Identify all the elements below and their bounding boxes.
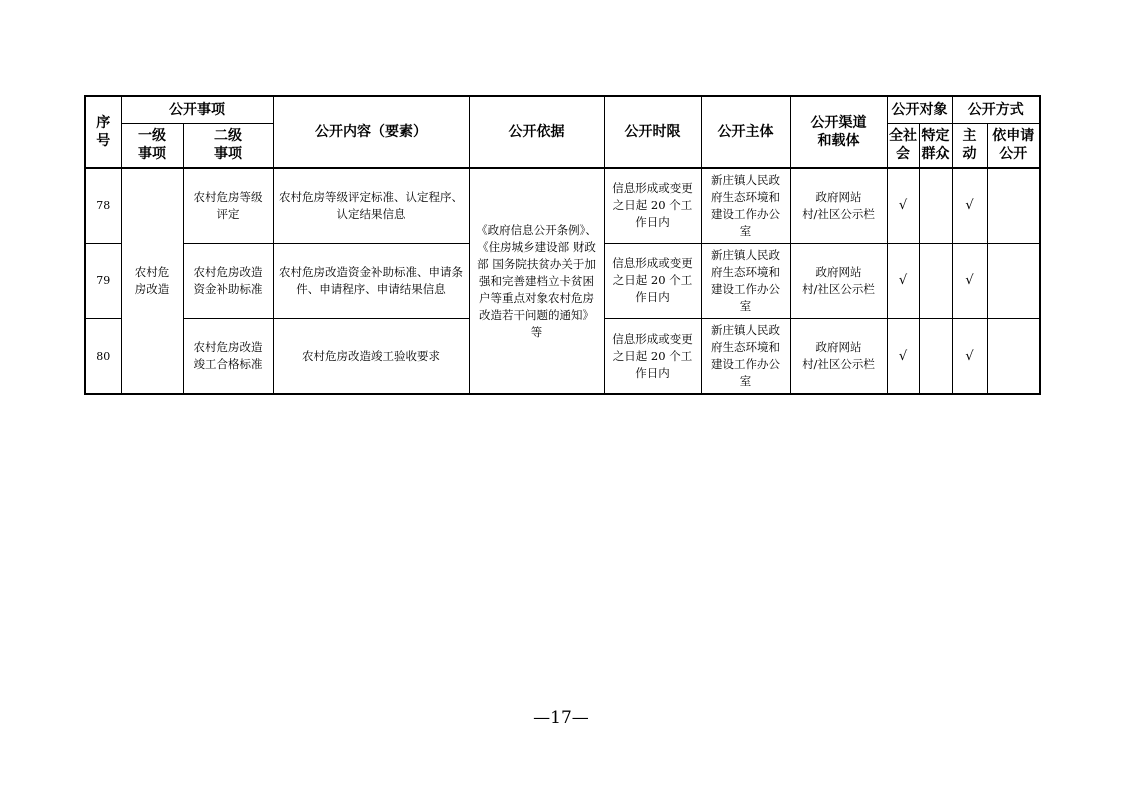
header-active: 主动 (952, 123, 987, 168)
row-subject: 新庄镇人民政府生态环境和建设工作办公室 (701, 319, 790, 394)
row-subject: 新庄镇人民政府生态环境和建设工作办公室 (701, 243, 790, 318)
header-basis: 公开依据 (469, 96, 604, 168)
header-target-group: 公开对象 (887, 96, 952, 123)
channel-notice-board: 村/社区公示栏 (802, 206, 875, 221)
channel-notice-board: 村/社区公示栏 (802, 281, 875, 296)
row-subject: 新庄镇人民政府生态环境和建设工作办公室 (701, 168, 790, 243)
header-time-limit: 公开时限 (604, 96, 701, 168)
basis-merged-cell: 《政府信息公开条例》、《住房城乡建设部 财政部 国务院扶贫办关于加强和完善建档立卡贫困户等重点对象农村危房改造若干问题的通知》等 (469, 168, 604, 394)
row-channel (790, 168, 887, 243)
row-on-request-check (987, 243, 1040, 318)
row-specific-check (919, 319, 952, 394)
row-level2: 农村危房改造竣工合格标准 (183, 319, 273, 394)
row-all-society-check: √ (887, 319, 919, 394)
table-body (85, 168, 1040, 394)
row-content: 农村危房等级评定标准、认定程序、认定结果信息 (273, 168, 469, 243)
row-seq: 80 (85, 319, 121, 394)
row-all-society-check: √ (887, 168, 919, 243)
row-seq: 78 (85, 168, 121, 243)
level1-merged-cell: 农村危房改造 (121, 168, 183, 394)
row-active-check: √ (952, 319, 987, 394)
channel-website: 政府网站 (815, 340, 862, 355)
header-subject: 公开主体 (701, 96, 790, 168)
row-content: 农村危房改造资金补助标准、申请条件、申请程序、申请结果信息 (273, 243, 469, 318)
header-content: 公开内容（要素） (273, 96, 469, 168)
header-level1: 一级事项 (121, 123, 183, 168)
header-all-society: 全社会 (887, 123, 919, 168)
row-level2: 农村危房改造资金补助标准 (183, 243, 273, 318)
header-level2: 二级事项 (183, 123, 273, 168)
header-specific: 特定群众 (919, 123, 952, 168)
header-method-group: 公开方式 (952, 96, 1040, 123)
header-channel: 公开渠道和载体 (790, 96, 887, 168)
row-specific-check (919, 243, 952, 318)
channel-website: 政府网站 (815, 189, 862, 204)
row-time-limit: 信息形成或变更之日起 20 个工作日内 (604, 243, 701, 318)
header-seq: 序号 (85, 96, 121, 168)
row-seq: 79 (85, 243, 121, 318)
row-on-request-check (987, 168, 1040, 243)
channel-website: 政府网站 (815, 264, 862, 279)
row-level2: 农村危房等级评定 (183, 168, 273, 243)
table-row (85, 168, 1040, 243)
row-time-limit: 信息形成或变更之日起 20 个工作日内 (604, 319, 701, 394)
row-specific-check (919, 168, 952, 243)
header-items-group: 公开事项 (121, 96, 273, 123)
row-time-limit: 信息形成或变更之日起 20 个工作日内 (604, 168, 701, 243)
row-channel (790, 319, 887, 394)
page-number: —17— (533, 708, 589, 728)
table-header (85, 96, 1040, 168)
row-active-check: √ (952, 168, 987, 243)
channel-notice-board: 村/社区公示栏 (802, 357, 875, 372)
row-content: 农村危房改造竣工验收要求 (273, 319, 469, 394)
row-all-society-check: √ (887, 243, 919, 318)
row-channel (790, 243, 887, 318)
row-on-request-check (987, 319, 1040, 394)
row-active-check: √ (952, 243, 987, 318)
disclosure-table (84, 95, 1041, 395)
header-on-request: 依申请公开 (987, 123, 1040, 168)
